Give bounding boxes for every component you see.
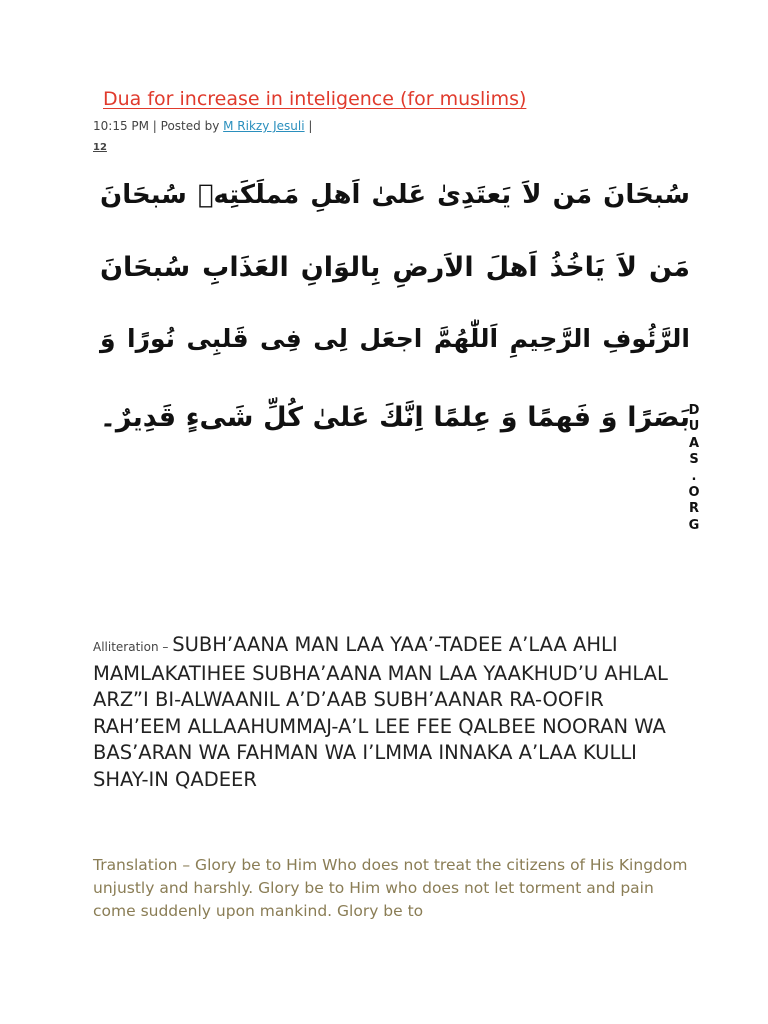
comments-count-link[interactable]: 12 (93, 142, 107, 153)
watermark-letter: A (688, 435, 700, 451)
watermark-letter: . (691, 468, 697, 484)
post-meta (93, 119, 312, 133)
author-link[interactable]: M Rikzy Jesuli (223, 119, 305, 133)
watermark-letter: S (689, 452, 699, 468)
duas-org-watermark (686, 403, 702, 534)
transliteration-paragraph (93, 632, 693, 793)
watermark-letter: U (688, 419, 700, 435)
transliteration-label: Alliteration – (93, 640, 173, 654)
arabic-line: بَصَرًا وَ فَهمًا وَ عِلمًا اِنَّكَ عَلىٰ كُلِّ شَىءٍ قَدِيرٌ۔ (100, 402, 690, 433)
meta-separator: | (304, 119, 313, 133)
post-title[interactable]: Dua for increase in inteligence (for muslims) (103, 88, 527, 110)
arabic-line: مَن لاَ يَاخُذُ اَهلَ الاَرضِ بِالوَانِ العَذَابِ سُبحَانَ (100, 252, 690, 283)
translation-paragraph: Translation – Glory be to Him Who does not treat the citizens of His Kingdom unjustly and harshly. Glory be to Him who does not let torment and pain come suddenly upon mankind. Glory be to (93, 856, 688, 920)
arabic-dua-text (100, 168, 690, 468)
watermark-letter: O (688, 485, 700, 501)
arabic-line: الرَّئُوفِ الرَّحِيمِ اَللّٰهُمَّ اجعَل لِى فِى قَلبِى نُورًا وَ (100, 324, 690, 353)
post-time: 10:15 PM | Posted by (93, 119, 224, 133)
transliteration-text: SUBH’AANA MAN LAA YAA’-TADEE A’LAA AHLI MAMLAKATIHEE SUBHA’AANA MAN LAA YAAKHUD’U AHLAL ARZ”I BI-ALWAANIL A’D’AAB SUBH’AANAR RA-OOFIR RAH’EEM ALLAAHUMMAJ-A’L LEE FEE QALBEE NOORAN WA BAS’ARAN WA FAHMAN WA I’LMMA INNAKA A’LAA KULLI SHAY-IN QADEER (93, 633, 668, 791)
watermark-letter: R (688, 501, 699, 517)
arabic-line: سُبحَانَ مَن لاَ يَعتَدِىٰ عَلىٰ اَهلِ مَملَكَتِهٖ سُبحَانَ (100, 180, 690, 210)
watermark-letter: G (688, 517, 700, 533)
watermark-letter: D (688, 403, 700, 418)
